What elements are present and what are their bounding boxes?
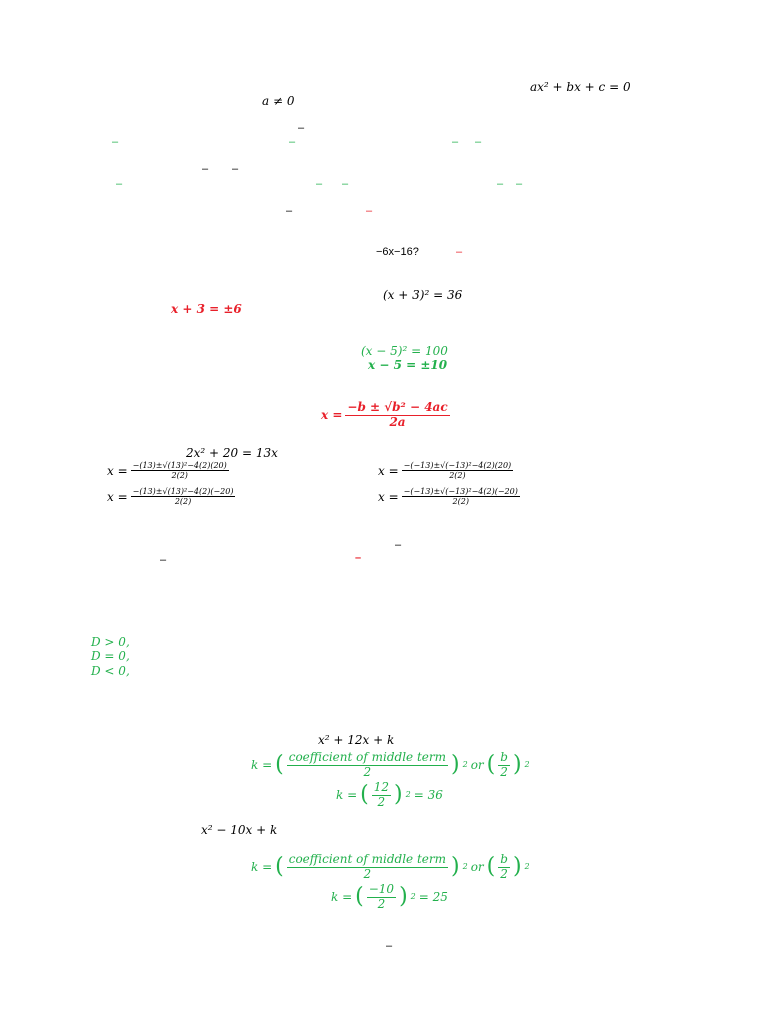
standard-form-equation: ax² + bx + c = 0: [530, 80, 631, 94]
open-paren: (: [360, 782, 369, 808]
k-numerator: coefficient of middle term: [288, 852, 446, 866]
exponent: 2: [462, 760, 468, 770]
k-calculation: [336, 781, 443, 810]
exponent: 2: [410, 892, 416, 902]
substitution-denominator: 2(2): [452, 497, 469, 507]
discriminant-positive: D > 0,: [91, 635, 130, 649]
close-paren: ): [399, 884, 408, 910]
dash-mark: –: [202, 163, 209, 175]
b-denominator: 2: [500, 866, 508, 881]
k-lhs: k =: [336, 788, 358, 803]
dash-mark: –: [497, 178, 504, 190]
dash-mark: –: [456, 246, 463, 258]
close-paren: ): [394, 782, 403, 808]
dash-mark: –: [116, 178, 123, 190]
calc-denominator: 2: [377, 896, 386, 911]
calc-numerator: −10: [368, 882, 395, 896]
k-calculation: [331, 883, 448, 912]
dash-mark: –: [289, 136, 296, 148]
b-numerator: b: [500, 750, 508, 764]
substitution-numerator: −(−13)±√(−13)²−4(2)(−20): [403, 487, 518, 496]
substitution-lhs: x =: [378, 489, 399, 504]
open-paren: (: [486, 752, 496, 778]
substitution-numerator: −(−13)±√(−13)²−4(2)(20): [403, 461, 512, 470]
or-word: or: [470, 860, 484, 875]
formula-denominator: 2a: [389, 414, 406, 429]
formula-lhs: x =: [321, 408, 343, 423]
k-formula: [251, 751, 530, 780]
substitution-denominator: 2(2): [171, 471, 188, 481]
completed-square-equation: (x − 5)² = 100: [361, 344, 448, 358]
k-numerator: coefficient of middle term: [288, 750, 446, 764]
substitution-numerator: −(13)±√(13)²−4(2)(−20): [132, 487, 234, 496]
discriminant-zero: D = 0,: [91, 649, 130, 663]
square-root-step: x + 3 = ±6: [171, 302, 242, 316]
substitution-row: [378, 461, 513, 480]
dash-mark: –: [298, 122, 305, 134]
dash-mark: –: [316, 178, 323, 190]
dash-mark: –: [386, 940, 393, 952]
k-denominator: 2: [363, 866, 372, 881]
close-paren: ): [512, 854, 522, 880]
a-not-zero-condition: a ≠ 0: [262, 94, 295, 108]
substitution-lhs: x =: [107, 489, 128, 504]
close-paren: ): [512, 752, 522, 778]
dash-mark: –: [342, 178, 349, 190]
calc-result: = 36: [413, 788, 443, 803]
substitution-denominator: 2(2): [449, 471, 466, 481]
open-paren: (: [355, 884, 364, 910]
b-numerator: b: [500, 852, 508, 866]
completed-square-equation: (x + 3)² = 36: [383, 288, 463, 302]
open-paren: (: [486, 854, 496, 880]
k-formula: [251, 853, 530, 882]
k-lhs: k =: [251, 860, 273, 875]
substitution-lhs: x =: [107, 463, 128, 478]
dash-mark: –: [452, 136, 459, 148]
formula-numerator: −b ± √b² − 4ac: [347, 400, 448, 414]
k-expression: x² − 10x + k: [201, 823, 278, 837]
quadratic-formula: [321, 401, 450, 430]
b-denominator: 2: [500, 764, 508, 779]
dash-mark: –: [160, 554, 167, 566]
substitution-row: [107, 461, 229, 480]
close-paren: ): [451, 752, 460, 778]
dash-mark: –: [232, 163, 239, 175]
dash-mark: –: [286, 205, 293, 217]
substitution-lhs: x =: [378, 463, 399, 478]
k-denominator: 2: [363, 764, 372, 779]
dash-mark: –: [516, 178, 523, 190]
exponent: 2: [405, 790, 411, 800]
calc-denominator: 2: [377, 794, 386, 809]
k-expression: x² + 12x + k: [318, 733, 395, 747]
k-lhs: k =: [251, 758, 273, 773]
discriminant-negative: D < 0,: [91, 664, 130, 678]
substitution-row: [107, 487, 235, 506]
dash-mark: –: [366, 205, 373, 217]
calc-numerator: 12: [373, 780, 390, 794]
dash-mark: –: [475, 136, 482, 148]
substitution-denominator: 2(2): [174, 497, 192, 507]
k-lhs: k =: [331, 890, 353, 905]
calc-result: = 25: [418, 890, 448, 905]
square-root-step: x − 5 = ±10: [368, 358, 448, 372]
question-expression: −6x−16?: [376, 246, 419, 258]
open-paren: (: [275, 854, 284, 880]
example-equation: 2x² + 20 = 13x: [186, 446, 278, 460]
substitution-row: [378, 487, 520, 506]
open-paren: (: [275, 752, 284, 778]
or-word: or: [470, 758, 484, 773]
exponent: 2: [524, 862, 530, 872]
dash-mark: –: [355, 552, 362, 564]
exponent: 2: [462, 862, 468, 872]
dash-mark: –: [395, 539, 402, 551]
close-paren: ): [451, 854, 460, 880]
dash-mark: –: [112, 136, 119, 148]
exponent: 2: [524, 760, 530, 770]
substitution-numerator: −(13)±√(13)²−4(2)(20): [132, 461, 227, 470]
